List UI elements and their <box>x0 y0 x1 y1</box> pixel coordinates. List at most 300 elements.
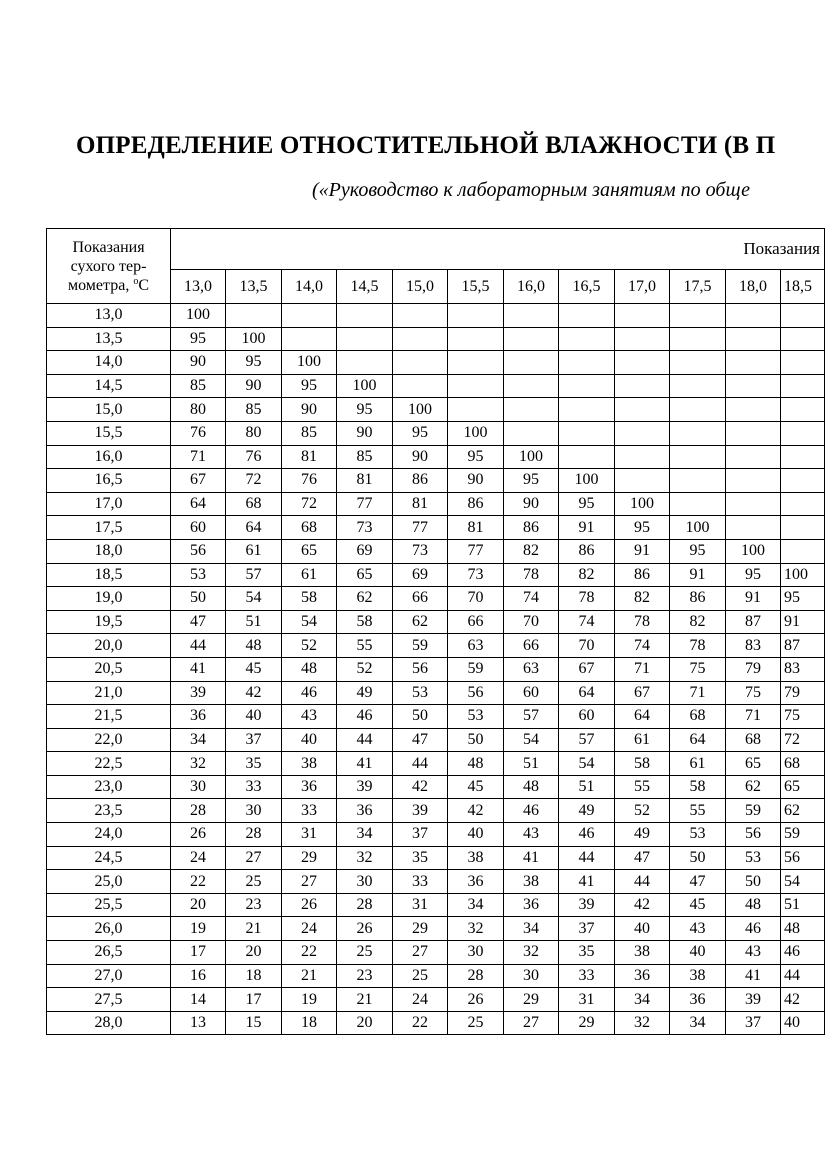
humidity-cell: 33 <box>393 870 448 894</box>
humidity-cell: 25 <box>393 964 448 988</box>
column-header: 14,5 <box>337 270 393 304</box>
humidity-cell: 72 <box>781 728 825 752</box>
humidity-cell: 29 <box>504 988 559 1012</box>
humidity-cell: 85 <box>171 374 226 398</box>
column-header: 15,5 <box>448 270 504 304</box>
humidity-cell: 44 <box>615 870 670 894</box>
humidity-cell: 58 <box>670 775 726 799</box>
humidity-cell: 100 <box>282 351 337 375</box>
humidity-cell: 45 <box>670 893 726 917</box>
humidity-cell: 16 <box>171 964 226 988</box>
humidity-cell: 19 <box>282 988 337 1012</box>
humidity-cell: 65 <box>726 752 781 776</box>
humidity-cell: 44 <box>337 728 393 752</box>
humidity-cell: 72 <box>226 469 282 493</box>
page-title: ОПРЕДЕЛЕНИЕ ОТНОСТИТЕЛЬНОЙ ВЛАЖНОСТИ (В П <box>76 132 776 159</box>
humidity-cell: 29 <box>559 1011 615 1035</box>
humidity-cell: 54 <box>226 587 282 611</box>
humidity-cell: 34 <box>615 988 670 1012</box>
humidity-cell <box>448 398 504 422</box>
humidity-cell: 48 <box>726 893 781 917</box>
humidity-cell: 100 <box>171 304 226 328</box>
humidity-cell: 47 <box>615 846 670 870</box>
humidity-cell: 100 <box>559 469 615 493</box>
humidity-cell: 62 <box>781 799 825 823</box>
humidity-cell: 61 <box>226 539 282 563</box>
humidity-cell: 56 <box>726 823 781 847</box>
humidity-cell: 39 <box>171 681 226 705</box>
humidity-cell: 86 <box>670 587 726 611</box>
humidity-cell <box>670 351 726 375</box>
humidity-cell <box>504 421 559 445</box>
table-row <box>47 610 825 634</box>
humidity-cell: 48 <box>226 634 282 658</box>
humidity-cell: 30 <box>171 775 226 799</box>
dry-temp-cell: 22,0 <box>47 728 171 752</box>
table-row <box>47 988 825 1012</box>
humidity-cell: 19 <box>171 917 226 941</box>
humidity-cell: 60 <box>504 681 559 705</box>
dry-temp-cell: 23,5 <box>47 799 171 823</box>
humidity-cell: 41 <box>559 870 615 894</box>
humidity-cell: 52 <box>615 799 670 823</box>
humidity-cell: 27 <box>282 870 337 894</box>
humidity-cell: 38 <box>282 752 337 776</box>
column-header: 16,0 <box>504 270 559 304</box>
humidity-cell <box>393 374 448 398</box>
humidity-cell: 25 <box>448 1011 504 1035</box>
humidity-cell <box>615 351 670 375</box>
humidity-cell <box>615 421 670 445</box>
humidity-cell: 23 <box>226 893 282 917</box>
dry-header-line2: сухого тер- <box>70 257 147 275</box>
humidity-cell: 34 <box>670 1011 726 1035</box>
humidity-cell: 67 <box>171 469 226 493</box>
humidity-cell: 86 <box>448 492 504 516</box>
dry-temp-cell: 27,0 <box>47 964 171 988</box>
humidity-cell: 44 <box>559 846 615 870</box>
humidity-cell <box>615 327 670 351</box>
humidity-cell: 86 <box>393 469 448 493</box>
humidity-cell: 66 <box>393 587 448 611</box>
wet-thermometer-header: Показания <box>171 229 825 270</box>
humidity-cell: 100 <box>670 516 726 540</box>
humidity-cell: 82 <box>670 610 726 634</box>
humidity-cell <box>448 351 504 375</box>
humidity-cell: 70 <box>559 634 615 658</box>
humidity-cell: 33 <box>226 775 282 799</box>
humidity-cell: 53 <box>171 563 226 587</box>
humidity-cell: 35 <box>559 941 615 965</box>
humidity-cell: 37 <box>726 1011 781 1035</box>
humidity-cell: 95 <box>226 351 282 375</box>
humidity-cell: 73 <box>337 516 393 540</box>
table-row <box>47 799 825 823</box>
humidity-cell: 23 <box>337 964 393 988</box>
humidity-cell: 21 <box>282 964 337 988</box>
dry-temp-cell: 26,0 <box>47 917 171 941</box>
humidity-cell <box>282 304 337 328</box>
table-row <box>47 775 825 799</box>
humidity-cell: 95 <box>393 421 448 445</box>
table-row <box>47 823 825 847</box>
humidity-cell: 39 <box>337 775 393 799</box>
humidity-cell: 76 <box>282 469 337 493</box>
humidity-cell: 30 <box>226 799 282 823</box>
table-row <box>47 563 825 587</box>
humidity-cell: 34 <box>171 728 226 752</box>
humidity-cell: 38 <box>504 870 559 894</box>
dry-temp-cell: 20,0 <box>47 634 171 658</box>
humidity-cell: 48 <box>282 657 337 681</box>
humidity-cell: 70 <box>448 587 504 611</box>
dry-temp-cell: 26,5 <box>47 941 171 965</box>
column-header: 18,0 <box>726 270 781 304</box>
humidity-cell: 76 <box>171 421 226 445</box>
humidity-cell: 24 <box>282 917 337 941</box>
humidity-cell: 61 <box>615 728 670 752</box>
table-row <box>47 870 825 894</box>
humidity-cell: 38 <box>670 964 726 988</box>
humidity-cell: 25 <box>337 941 393 965</box>
humidity-cell: 27 <box>226 846 282 870</box>
dry-temp-cell: 14,0 <box>47 351 171 375</box>
table-row <box>47 445 825 469</box>
dry-temp-cell: 15,0 <box>47 398 171 422</box>
humidity-cell <box>781 421 825 445</box>
humidity-cell <box>504 304 559 328</box>
humidity-cell: 54 <box>559 752 615 776</box>
humidity-cell: 91 <box>670 563 726 587</box>
humidity-cell: 18 <box>226 964 282 988</box>
humidity-cell: 32 <box>337 846 393 870</box>
humidity-cell: 44 <box>393 752 448 776</box>
humidity-cell: 42 <box>615 893 670 917</box>
humidity-cell: 40 <box>448 823 504 847</box>
humidity-cell: 43 <box>670 917 726 941</box>
dry-temp-cell: 17,0 <box>47 492 171 516</box>
humidity-cell: 74 <box>504 587 559 611</box>
dry-temp-cell: 24,0 <box>47 823 171 847</box>
humidity-cell: 78 <box>504 563 559 587</box>
humidity-cell: 95 <box>670 539 726 563</box>
humidity-cell: 36 <box>448 870 504 894</box>
humidity-cell: 68 <box>282 516 337 540</box>
humidity-cell: 95 <box>781 587 825 611</box>
humidity-cell: 53 <box>726 846 781 870</box>
dry-temp-cell: 25,5 <box>47 893 171 917</box>
humidity-cell: 54 <box>781 870 825 894</box>
humidity-cell: 100 <box>448 421 504 445</box>
humidity-cell: 46 <box>282 681 337 705</box>
table-row <box>47 941 825 965</box>
humidity-cell <box>504 351 559 375</box>
table-row <box>47 846 825 870</box>
humidity-cell: 22 <box>393 1011 448 1035</box>
humidity-cell <box>337 351 393 375</box>
humidity-cell <box>781 398 825 422</box>
humidity-cell: 51 <box>504 752 559 776</box>
humidity-cell: 95 <box>504 469 559 493</box>
humidity-cell: 50 <box>393 705 448 729</box>
humidity-cell: 20 <box>171 893 226 917</box>
humidity-cell <box>448 374 504 398</box>
humidity-cell: 40 <box>615 917 670 941</box>
humidity-cell: 46 <box>726 917 781 941</box>
humidity-cell: 57 <box>504 705 559 729</box>
humidity-cell: 52 <box>282 634 337 658</box>
table-row <box>47 728 825 752</box>
humidity-cell: 46 <box>337 705 393 729</box>
humidity-cell: 31 <box>559 988 615 1012</box>
humidity-cell: 100 <box>337 374 393 398</box>
humidity-cell: 49 <box>337 681 393 705</box>
humidity-cell: 75 <box>670 657 726 681</box>
humidity-cell: 87 <box>726 610 781 634</box>
humidity-cell: 100 <box>781 563 825 587</box>
table-row <box>47 539 825 563</box>
dry-temp-cell: 16,5 <box>47 469 171 493</box>
dry-temp-cell: 27,5 <box>47 988 171 1012</box>
humidity-cell: 63 <box>448 634 504 658</box>
table-row <box>47 351 825 375</box>
table-row <box>47 657 825 681</box>
column-header: 17,5 <box>670 270 726 304</box>
humidity-cell: 95 <box>337 398 393 422</box>
humidity-cell: 50 <box>670 846 726 870</box>
table-row <box>47 681 825 705</box>
humidity-cell: 86 <box>615 563 670 587</box>
humidity-cell: 40 <box>781 1011 825 1035</box>
table-row <box>47 469 825 493</box>
humidity-cell: 26 <box>282 893 337 917</box>
humidity-cell: 85 <box>337 445 393 469</box>
humidity-cell: 90 <box>504 492 559 516</box>
humidity-cell <box>504 327 559 351</box>
humidity-cell: 80 <box>171 398 226 422</box>
humidity-cell: 77 <box>337 492 393 516</box>
table-row <box>47 516 825 540</box>
humidity-cell: 95 <box>726 563 781 587</box>
humidity-cell: 73 <box>448 563 504 587</box>
humidity-cell <box>226 304 282 328</box>
column-header: 13,0 <box>171 270 226 304</box>
dry-temp-cell: 23,0 <box>47 775 171 799</box>
humidity-cell: 29 <box>282 846 337 870</box>
humidity-cell: 55 <box>615 775 670 799</box>
humidity-cell: 32 <box>615 1011 670 1035</box>
humidity-cell: 59 <box>393 634 448 658</box>
dry-temp-cell: 16,0 <box>47 445 171 469</box>
humidity-cell <box>615 445 670 469</box>
humidity-cell: 35 <box>226 752 282 776</box>
humidity-cell: 55 <box>670 799 726 823</box>
dry-temp-cell: 25,0 <box>47 870 171 894</box>
humidity-cell: 32 <box>171 752 226 776</box>
humidity-table <box>46 228 825 1035</box>
degree-sign: o <box>133 275 139 287</box>
humidity-cell: 60 <box>171 516 226 540</box>
humidity-cell: 48 <box>781 917 825 941</box>
humidity-cell: 90 <box>448 469 504 493</box>
humidity-cell: 90 <box>282 398 337 422</box>
humidity-cell: 66 <box>504 634 559 658</box>
humidity-cell: 58 <box>337 610 393 634</box>
humidity-cell: 26 <box>171 823 226 847</box>
humidity-cell: 26 <box>448 988 504 1012</box>
humidity-cell: 42 <box>226 681 282 705</box>
humidity-cell: 67 <box>615 681 670 705</box>
humidity-cell <box>781 492 825 516</box>
humidity-cell: 68 <box>670 705 726 729</box>
humidity-cell: 81 <box>337 469 393 493</box>
humidity-cell <box>670 327 726 351</box>
humidity-cell: 53 <box>670 823 726 847</box>
humidity-cell: 39 <box>559 893 615 917</box>
humidity-cell: 22 <box>282 941 337 965</box>
humidity-cell: 28 <box>226 823 282 847</box>
humidity-cell: 64 <box>226 516 282 540</box>
humidity-cell: 65 <box>337 563 393 587</box>
humidity-cell: 62 <box>337 587 393 611</box>
humidity-cell <box>726 516 781 540</box>
humidity-cell: 85 <box>282 421 337 445</box>
table-row <box>47 492 825 516</box>
humidity-cell: 47 <box>670 870 726 894</box>
humidity-cell <box>670 398 726 422</box>
humidity-cell: 64 <box>171 492 226 516</box>
humidity-cell: 78 <box>615 610 670 634</box>
table-row <box>47 587 825 611</box>
humidity-cell: 86 <box>504 516 559 540</box>
humidity-cell: 95 <box>282 374 337 398</box>
dry-header-line3: мометра, <box>67 276 134 294</box>
humidity-cell: 51 <box>781 893 825 917</box>
humidity-cell: 77 <box>393 516 448 540</box>
humidity-cell: 56 <box>781 846 825 870</box>
humidity-cell: 40 <box>670 941 726 965</box>
humidity-cell <box>781 469 825 493</box>
humidity-cell: 69 <box>337 539 393 563</box>
humidity-cell: 51 <box>226 610 282 634</box>
humidity-cell: 67 <box>559 657 615 681</box>
humidity-cell: 83 <box>726 634 781 658</box>
humidity-cell: 35 <box>393 846 448 870</box>
humidity-cell: 81 <box>282 445 337 469</box>
humidity-cell: 100 <box>726 539 781 563</box>
humidity-cell: 56 <box>448 681 504 705</box>
dry-temp-cell: 21,5 <box>47 705 171 729</box>
table-row <box>47 964 825 988</box>
humidity-cell: 30 <box>504 964 559 988</box>
humidity-cell: 91 <box>615 539 670 563</box>
humidity-cell: 90 <box>226 374 282 398</box>
dry-temp-cell: 15,5 <box>47 421 171 445</box>
humidity-cell: 95 <box>615 516 670 540</box>
humidity-cell: 85 <box>226 398 282 422</box>
humidity-cell: 61 <box>670 752 726 776</box>
humidity-cell: 41 <box>337 752 393 776</box>
humidity-cell: 41 <box>726 964 781 988</box>
humidity-cell <box>559 421 615 445</box>
humidity-cell: 75 <box>781 705 825 729</box>
humidity-cell: 75 <box>726 681 781 705</box>
humidity-cell: 33 <box>559 964 615 988</box>
humidity-cell: 100 <box>615 492 670 516</box>
humidity-cell: 65 <box>282 539 337 563</box>
humidity-cell <box>337 304 393 328</box>
humidity-cell: 50 <box>726 870 781 894</box>
humidity-cell: 71 <box>615 657 670 681</box>
humidity-cell: 28 <box>337 893 393 917</box>
humidity-cell: 71 <box>726 705 781 729</box>
humidity-cell <box>670 469 726 493</box>
humidity-cell: 90 <box>171 351 226 375</box>
humidity-cell: 83 <box>781 657 825 681</box>
humidity-cell: 57 <box>559 728 615 752</box>
humidity-cell: 37 <box>226 728 282 752</box>
humidity-cell: 53 <box>448 705 504 729</box>
dry-temp-cell: 13,0 <box>47 304 171 328</box>
dry-temp-cell: 20,5 <box>47 657 171 681</box>
humidity-cell: 90 <box>337 421 393 445</box>
table-row <box>47 917 825 941</box>
humidity-cell: 71 <box>171 445 226 469</box>
humidity-cell: 32 <box>504 941 559 965</box>
humidity-cell: 29 <box>393 917 448 941</box>
humidity-cell: 91 <box>781 610 825 634</box>
humidity-cell: 77 <box>448 539 504 563</box>
humidity-cell: 64 <box>615 705 670 729</box>
humidity-cell: 42 <box>393 775 448 799</box>
humidity-cell: 37 <box>393 823 448 847</box>
humidity-cell: 62 <box>393 610 448 634</box>
humidity-cell: 95 <box>171 327 226 351</box>
column-header: 14,0 <box>282 270 337 304</box>
humidity-cell: 81 <box>393 492 448 516</box>
humidity-cell <box>559 304 615 328</box>
humidity-cell: 34 <box>337 823 393 847</box>
humidity-cell: 69 <box>393 563 448 587</box>
humidity-cell: 74 <box>559 610 615 634</box>
humidity-cell: 95 <box>448 445 504 469</box>
humidity-cell: 76 <box>226 445 282 469</box>
humidity-cell: 21 <box>337 988 393 1012</box>
humidity-cell: 66 <box>448 610 504 634</box>
humidity-cell: 64 <box>670 728 726 752</box>
humidity-cell: 68 <box>726 728 781 752</box>
humidity-cell: 27 <box>393 941 448 965</box>
table-row <box>47 374 825 398</box>
humidity-cell: 54 <box>504 728 559 752</box>
humidity-cell: 36 <box>337 799 393 823</box>
humidity-cell: 91 <box>559 516 615 540</box>
humidity-cell: 17 <box>226 988 282 1012</box>
humidity-cell <box>726 398 781 422</box>
humidity-cell: 82 <box>504 539 559 563</box>
table-body <box>47 304 825 1035</box>
humidity-cell <box>559 327 615 351</box>
humidity-cell <box>448 304 504 328</box>
humidity-cell: 62 <box>726 775 781 799</box>
humidity-cell <box>726 492 781 516</box>
humidity-cell: 59 <box>726 799 781 823</box>
humidity-cell: 82 <box>559 563 615 587</box>
humidity-cell: 95 <box>559 492 615 516</box>
dry-header-unit: C <box>138 276 149 294</box>
humidity-cell: 50 <box>448 728 504 752</box>
humidity-cell: 58 <box>282 587 337 611</box>
